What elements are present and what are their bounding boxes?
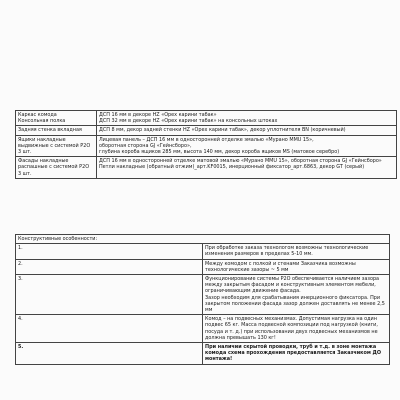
note-text [203, 259, 390, 274]
spec-label [16, 126, 97, 135]
note-number: 2. [16, 259, 203, 274]
spec-value [97, 157, 397, 179]
spec-value-line: ДСП 8 мм, декор задней стенки HZ «Орех карини табак», декор уплотнителя BN (коричневый) [99, 127, 346, 134]
spec-row-drawers [16, 135, 397, 157]
spec-row-facades [16, 157, 397, 179]
note-line: Зазор необходим для срабатывания инерционного фиксатора. При закрытом положении фасада зазор должен доставлять не менее 2,5 мм [205, 294, 385, 314]
spec-label [16, 111, 97, 126]
note-line: При обработке заказа технологом возможны технологические изменения размеров в пределах 5-10 мм. [205, 245, 369, 258]
note-row [16, 343, 390, 365]
note-line: При наличии скрытой проводки, труб и т.д. в зоне монтажа комода схема прохождения предоставляется Заказчиком ДО монтажа! [205, 344, 382, 363]
note-text [203, 315, 390, 343]
note-line: Между комодом с полкой и стенами Заказчика возможны технологические зазоры ~ 5 мм [205, 260, 356, 273]
note-text [203, 275, 390, 315]
note-row [16, 315, 390, 343]
specification-table [15, 110, 397, 179]
note-text [203, 244, 390, 259]
spec-label [16, 135, 97, 157]
spec-value-line: Петли накладные (обратный отжим)_арт.KF0015, инерционный фиксатор_арт.6863, декор GT (серый) [99, 164, 365, 171]
spec-label-line: Задняя стенка вкладная [18, 127, 82, 134]
spec-label-line: 3 шт. [18, 149, 32, 156]
spec-value-line: ДСП 32 мм в декоре HZ «Орех карини табак» на консольных штоках [99, 118, 278, 125]
spec-label-line: распашные с системой P2O [18, 164, 90, 171]
note-number: 3. [16, 275, 203, 315]
note-number: 5. [16, 343, 203, 365]
note-text [203, 343, 390, 365]
spec-value [97, 111, 397, 126]
note-line: Функционирование системы P2O обеспечивается наличием зазора между закрытым фасадом и конструктивным элементом мебели, ограничивающим движение фасада. [205, 276, 380, 295]
spec-label-line: выдвижные с системой P2O [18, 142, 91, 149]
spec-value [97, 126, 397, 135]
note-number: 1. [16, 244, 203, 259]
notes-table [15, 234, 390, 365]
note-row [16, 259, 390, 274]
note-number: 4. [16, 315, 203, 343]
note-row [16, 244, 390, 259]
features-header: Конструктивные особенности: [16, 235, 390, 244]
spec-label-line: Каркас комода [18, 112, 57, 118]
spec-value-line: глубина короба ящиков 285 мм, высота 140 мм, декор короба ящиков MS (матовое серебро) [99, 149, 340, 156]
spec-value-line: ДСП 16 мм в односторонней отделке матовой эмалью «Мурано MMU 15», оборотная сторона GJ «Гейнсборо» [99, 158, 382, 165]
note-line: Комод – на подвесных механизмах. Допустимая нагрузка на один подвес 65 кг. Масса подвесной композиции под нагрузкой (книги, посуда и т. д.) при использовании двух подвесных механизмов не должна превышать 130 кг! [205, 316, 378, 341]
spec-row-frame [16, 111, 397, 126]
spec-value-line: оборотная сторона GJ «Гейнсборо», [99, 142, 192, 149]
spec-value-line: Лицевая панель – ДСП 16 мм в односторонней отделке эмалью «Мурано MMU 15», [99, 136, 314, 143]
spec-label-line: Ящики накладные [18, 136, 66, 143]
features-header-row [16, 235, 390, 244]
spec-label-line: 3 шт. [18, 170, 32, 177]
spec-value [97, 135, 397, 157]
spec-label-line: Консольная полка [18, 118, 66, 125]
spec-label [16, 157, 97, 179]
spec-row-back-panel [16, 126, 397, 135]
spec-label-line: Фасады накладные [18, 158, 69, 165]
note-row [16, 275, 390, 315]
spec-value-line: ДСП 16 мм в декоре HZ «Орех карини табак» [99, 112, 217, 118]
